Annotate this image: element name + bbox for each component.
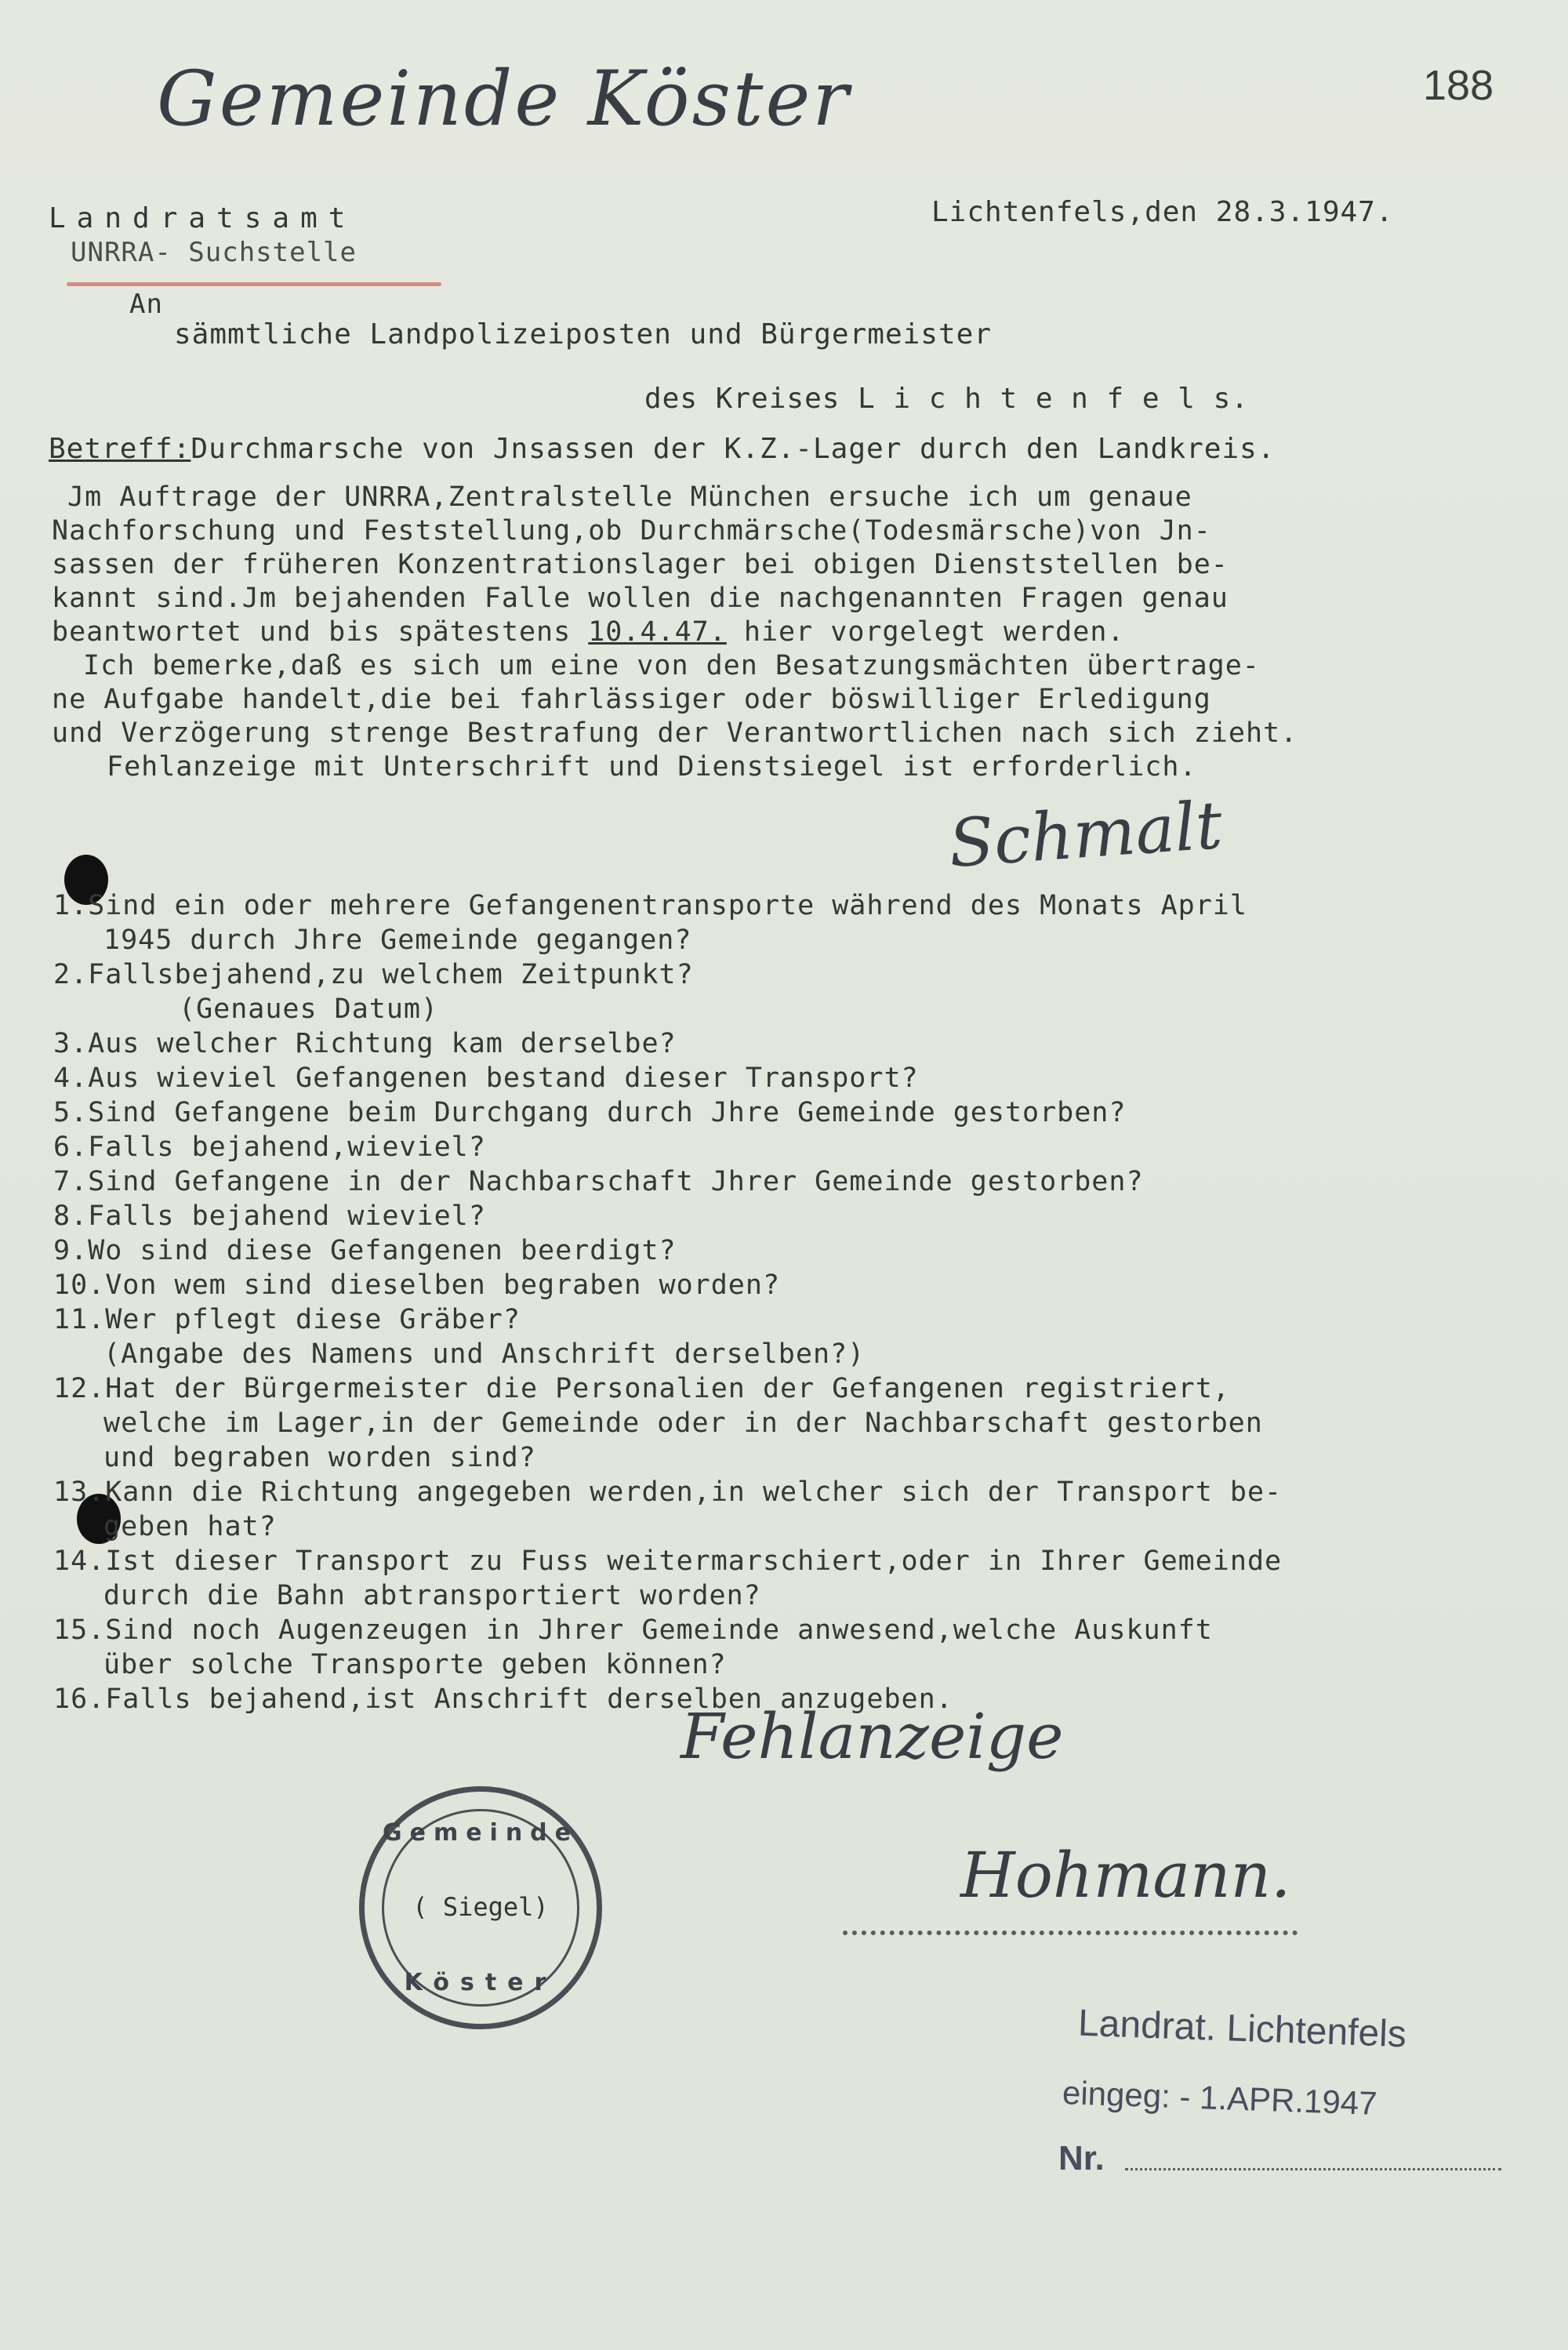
handwritten-reply: Fehlanzeige bbox=[681, 1700, 1064, 1773]
official-signature: Schmalt bbox=[946, 786, 1225, 883]
question-line: 14.Ist dieser Transport zu Fuss weitermarschiert,oder in Ihrer Gemeinde bbox=[53, 1545, 1283, 1577]
seal-label: ( Siegel) bbox=[412, 1892, 549, 1922]
signature-dotted-line bbox=[843, 1930, 1298, 1935]
question-line: über solche Transporte geben können? bbox=[103, 1649, 727, 1680]
recipient-line-2: des Kreises L i c h t e n f e l s. bbox=[644, 383, 1249, 415]
municipal-seal bbox=[359, 1786, 602, 2029]
body-line: ne Aufgabe handelt,die bei fahrlässiger oder böswilliger Erledigung bbox=[52, 684, 1211, 715]
question-line: 1945 durch Jhre Gemeinde gegangen? bbox=[103, 924, 692, 956]
stamp-received-date: eingeg: - 1.APR.1947 bbox=[1062, 2074, 1378, 2122]
question-line: durch die Bahn abtransportiert worden? bbox=[103, 1580, 761, 1611]
place-and-date: Lichtenfels,den 28.3.1947. bbox=[931, 196, 1394, 228]
body-line: sassen der früheren Konzentrationslager bei obigen Dienststellen be- bbox=[52, 549, 1229, 580]
stamp-number-line bbox=[1125, 2168, 1501, 2170]
body-text: hier vorgelegt werden. bbox=[726, 616, 1125, 648]
body-line: Nachforschung und Feststellung,ob Durchmärsche(Todesmärsche)von Jn- bbox=[52, 515, 1211, 547]
recipient-line-1: sämmtliche Landpolizeiposten und Bürgermeister bbox=[174, 318, 992, 351]
question-line: 12.Hat der Bürgermeister die Personalien der Gefangenen registriert, bbox=[53, 1373, 1230, 1404]
question-list bbox=[53, 890, 1527, 1718]
question-line: 5.Sind Gefangene beim Durchgang durch Jhre Gemeinde gestorben? bbox=[53, 1097, 1127, 1128]
subject-text: Durchmarsche von Jnsassen der K.Z.-Lager durch den Landkreis. bbox=[191, 433, 1276, 465]
subject-line bbox=[49, 433, 1276, 465]
body-line: Ich bemerke,daß es sich um eine von den Besatzungsmächten übertrage- bbox=[83, 650, 1260, 681]
red-underline-divider bbox=[67, 282, 441, 286]
deadline-date: 10.4.47. bbox=[588, 616, 727, 648]
question-line: 7.Sind Gefangene in der Nachbarschaft Jhrer Gemeinde gestorben? bbox=[53, 1166, 1144, 1197]
question-line: 9.Wo sind diese Gefangenen beerdigt? bbox=[53, 1235, 677, 1266]
question-line: 2.Fallsbejahend,zu welchem Zeitpunkt? bbox=[53, 959, 694, 990]
handwritten-municipality-title: Gemeinde Köster bbox=[157, 55, 851, 143]
page-number: 188 bbox=[1423, 62, 1494, 109]
question-line: 13.Kann die Richtung angegeben werden,in welcher sich der Transport be- bbox=[53, 1476, 1283, 1508]
body-line: Jm Auftrage der UNRRA,Zentralstelle München ersuche ich um genaue bbox=[67, 481, 1192, 513]
question-line: 11.Wer pflegt diese Gräber? bbox=[53, 1304, 521, 1335]
question-line: 3.Aus welcher Richtung kam derselbe? bbox=[53, 1028, 677, 1059]
body-line: Fehlanzeige mit Unterschrift und Dienstsiegel ist erforderlich. bbox=[107, 751, 1197, 783]
recipient-to-label: An bbox=[129, 289, 163, 320]
body-line: kannt sind.Jm bejahenden Falle wollen die nachgenannten Fragen genau bbox=[52, 583, 1229, 614]
body-line-deadline bbox=[52, 616, 1463, 650]
seal-top-text: Gemeinde bbox=[382, 1819, 579, 1847]
question-line: welche im Lager,in der Gemeinde oder in der Nachbarschaft gestorben bbox=[103, 1407, 1263, 1439]
sender-department: UNRRA- Suchstelle bbox=[71, 237, 357, 268]
question-line: 16.Falls bejahend,ist Anschrift derselben anzugeben. bbox=[53, 1684, 953, 1715]
body-line: und Verzögerung strenge Bestrafung der Verantwortlichen nach sich zieht. bbox=[52, 717, 1298, 749]
question-line: 1.Sind ein oder mehrere Gefangenentransporte während des Monats April bbox=[53, 890, 1247, 921]
stamp-office: Landrat. Lichtenfels bbox=[1077, 2002, 1407, 2056]
received-stamp bbox=[1058, 2002, 1501, 2196]
subject-key: Betreff: bbox=[49, 433, 191, 465]
mayor-signature: Hohmann. bbox=[960, 1839, 1291, 1912]
question-line: geben hat? bbox=[103, 1511, 277, 1542]
seal-bottom-text: Köster bbox=[404, 1969, 557, 1996]
question-line: 6.Falls bejahend,wieviel? bbox=[53, 1131, 486, 1163]
body-paragraph bbox=[52, 481, 1463, 785]
question-line: 15.Sind noch Augenzeugen in Jhrer Gemeinde anwesend,welche Auskunft bbox=[53, 1614, 1213, 1646]
question-line: (Angabe des Namens und Anschrift derselben?) bbox=[103, 1338, 866, 1370]
stamp-number-label: Nr. bbox=[1058, 2139, 1105, 2177]
question-line: (Genaues Datum) bbox=[179, 993, 439, 1025]
question-line: 4.Aus wieviel Gefangenen bestand dieser Transport? bbox=[53, 1062, 919, 1094]
question-line: 10.Von wem sind dieselben begraben worden? bbox=[53, 1269, 781, 1301]
question-line: 8.Falls bejahend wieviel? bbox=[53, 1200, 486, 1232]
body-text: beantwortet und bis spätestens bbox=[52, 616, 589, 648]
question-line: und begraben worden sind? bbox=[103, 1442, 536, 1473]
sender-office: Landratsamt bbox=[49, 202, 357, 234]
